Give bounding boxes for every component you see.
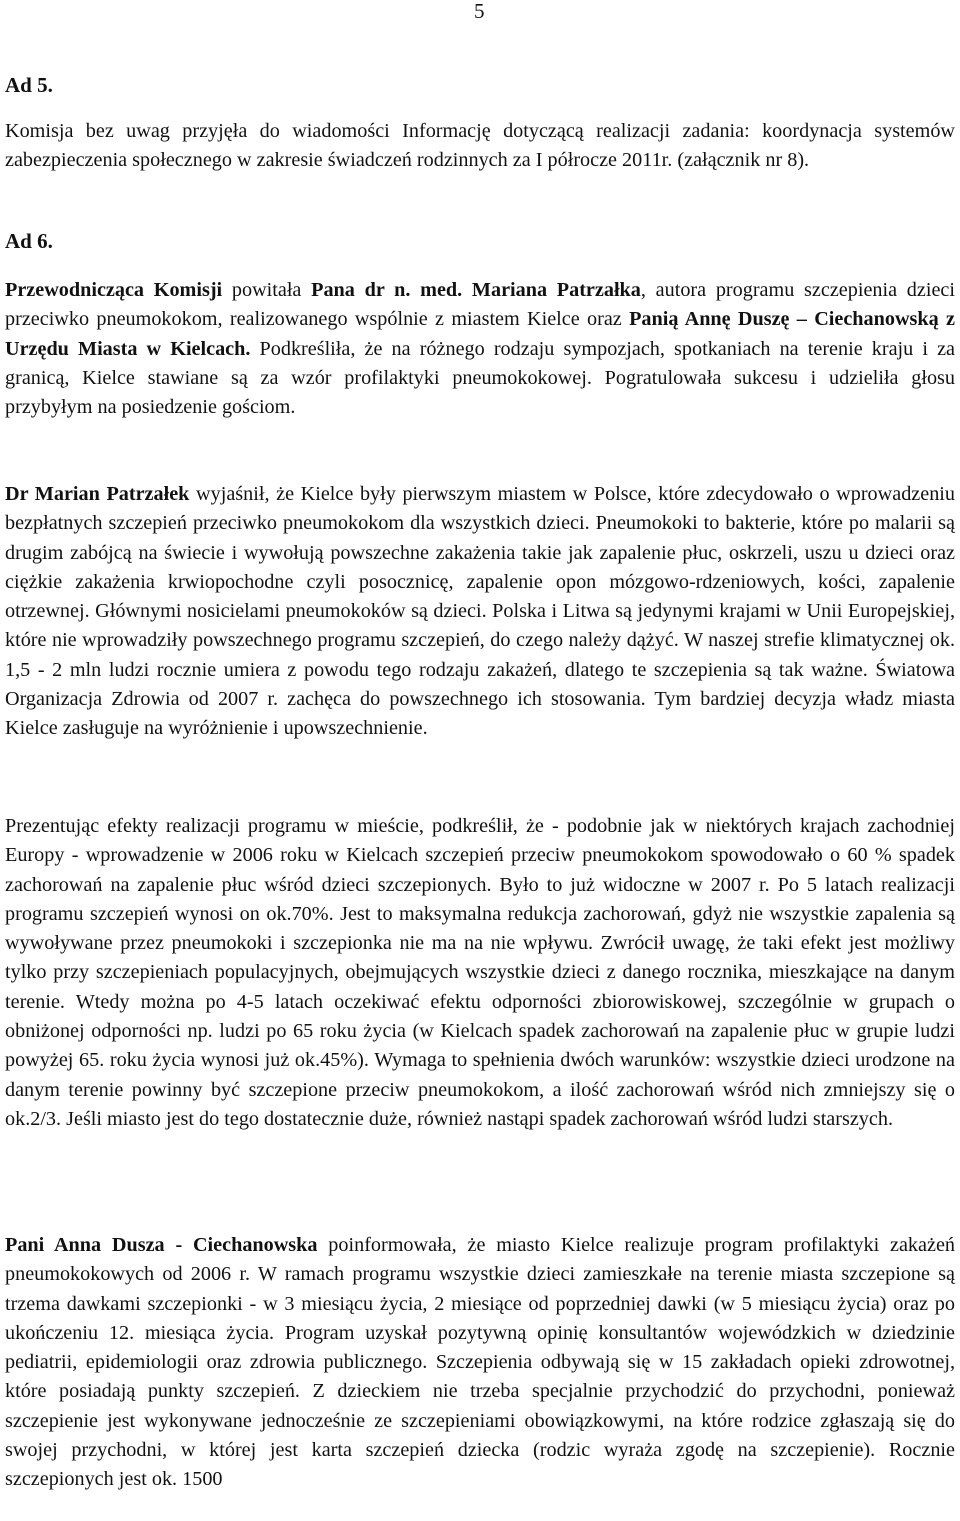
chairwoman-name: Przewodnicząca Komisji	[5, 279, 223, 301]
patrzalek-paragraph	[5, 480, 955, 744]
paragraph-text: powitała	[222, 279, 312, 301]
program-effects-paragraph: Prezentując efekty realizacji programu w mieście, podkreślił, że - podobnie jak w niektórych krajach zachodniej Europy - wprowadzenie w 2006 roku w Kielcach szczepień przeciw pneumokokom spowodowało o 60 % spadek zachorowań na zapalenie płuc wśród dzieci szczepionych. Było to już widoczne w 2007 r. Po 5 latach realizacji programu szczepień wynosi on ok.70%. Jest to maksymalna redukcja zachorowań, gdyż nie wszystkie zapalenia są wywoływane przez pneumokoki i szczepionka nie ma na nie wpływu. Zwrócił uwagę, że taki efekt jest możliwy tylko przy szczepieniach populacyjnych, obejmujących wszystkie dzieci z danego rocznika, mieszkające na danym terenie. Wtedy można po 4-5 latach oczekiwać efektu odporności zbiorowiskowej, szczególnie w grupach o obniżonej odporności np. ludzi po 65 roku życia (w Kielcach spadek zachorowań na zapalenie płuc w grupie ludzi powyżej 65. roku życia wynosi już ok.45%). Wymaga to spełnienia dwóch warunków: wszystkie dzieci urodzone na danym terenie powinny być szczepione przeciw pneumokokom, a ilość zachorowań wśród nich zmniejszy się o ok.2/3. Jeśli miasto jest do tego dostatecznie duże, również nastąpi spadek zachorowań wśród ludzi starszych.	[5, 815, 955, 1130]
dusza-paragraph	[5, 1231, 955, 1495]
paragraph-text: poinformowała, że miasto Kielce realizuje program profilaktyki zakażeń pneumokokowych od 2006 r. W ramach programu wszystkie dzieci zamieszkałe na terenie miasta szczepione są trzema dawkami szczepionki - w 3 miesiącu życia, 2 miesiące od poprzedniej dawki (w 5 miesiącu życia) oraz po ukończeniu 12. miesiąca życia. Program uzyskał pozytywną opinię konsultantów wojewódzkich w dziedzinie pediatrii, epidemiologii oraz zdrowia publicznego. Szczepienia odbywają się w 15 zakładach opieki zdrowotnej, które posiadają punkty szczepień. Z dzieckiem nie trzeba specjalnie przychodzić do przychodni, ponieważ szczepienie jest wykonywane jednocześnie ze szczepieniami obowiązkowymi, na które rodzice zgłaszają się do swojej przychodni, w której jest karta szczepień dziecka (rodzic wyraża zgodę na szczepienie). Rocznie szczepionych jest ok. 1500	[5, 1234, 955, 1491]
guest-name: Pana dr n. med. Mariana Patrzałka	[311, 279, 641, 301]
speaker-name: Pani Anna Dusza - Ciechanowska	[5, 1234, 318, 1256]
chairwoman-paragraph	[5, 276, 955, 422]
paragraph-text: wyjaśnił, że Kielce były pierwszym miastem w Polsce, które zdecydowało o wprowadzeniu bezpłatnych szczepień przeciwko pneumokokom dla wszystkich dzieci. Pneumokoki to bakterie, które po malarii są drugim zabójcą na świecie i wywołują powszechne zakażenia takie jak zapalenie płuc, oskrzeli, uszu u dzieci oraz ciężkie zakażenia krwiopochodne czyli posocznicę, zapalenie opon mózgowo-rdzeniowych, kości, zapalenie otrzewnej. Głównymi nosicielami pneumokoków są dzieci. Polska i Litwa są jedynymi krajami w Unii Europejskiej, które nie wprowadziły powszechnego programu szczepień, do czego należy dążyć. W naszej strefie klimatycznej ok. 1,5 - 2 mln ludzi rocznie umiera z powodu tego rodzaju zakażeń, dlatego te szczepienia są tak ważne. Światowa Organizacja Zdrowia od 2007 r. zachęca do powszechnego ich stosowania. Tym bardziej decyzja władz miasta Kielce zasługuje na wyróżnienie i upowszechnienie.	[5, 483, 955, 740]
ad5-heading: Ad 5.	[5, 73, 53, 97]
paragraph-text: , autora programu szczepienia dzieci przeciwko pneumokokom, realizowanego wspólnie z miastem Kielce oraz	[5, 279, 955, 331]
paragraph-text: Podkreśliła, że na różnego rodzaju sympozjach, spotkaniach na terenie kraju i za granicą, Kielce stawiane są za wzór profilaktyki pneumokokowej. Pogratulowała sukcesu i udzieliła głosu przybyłym na posiedzenie gościom.	[5, 337, 955, 419]
ad5-paragraph: Komisja bez uwag przyjęła do wiadomości Informację dotyczącą realizacji zadania: koordynacja systemów zabezpieczenia społecznego w zakresie świadczeń rodzinnych za I półrocze 2011r. (załącznik nr 8).	[5, 120, 955, 172]
speaker-name: Dr Marian Patrzałek	[5, 483, 190, 505]
guest-name: Panią Annę Duszę – Ciechanowską z Urzędu Miasta w Kielcach.	[5, 308, 955, 360]
page-number: 5	[474, 0, 485, 23]
ad6-heading: Ad 6.	[5, 229, 53, 253]
